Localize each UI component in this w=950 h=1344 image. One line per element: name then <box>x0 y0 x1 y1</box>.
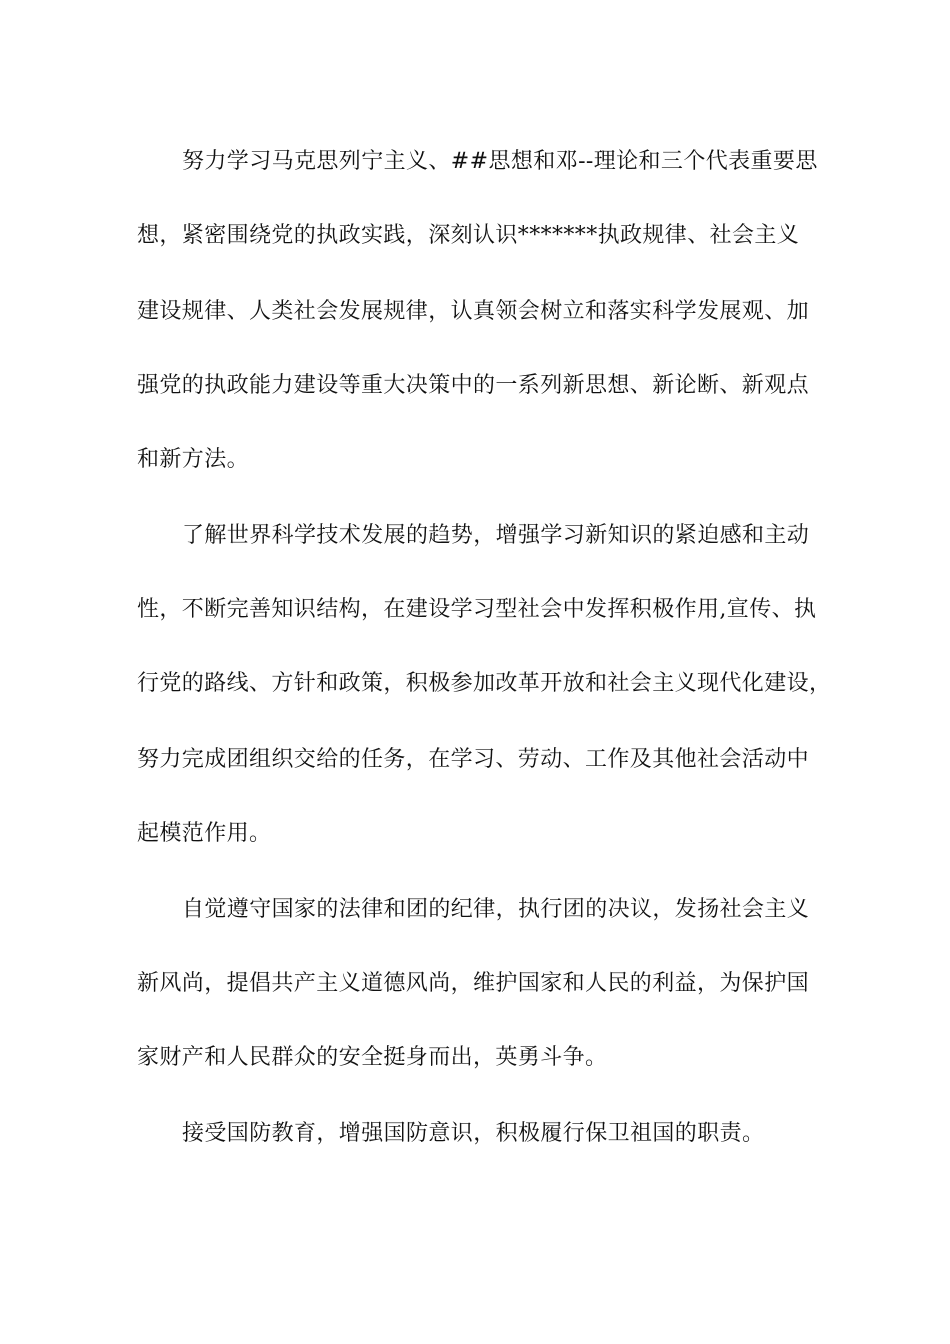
paragraph-2-line-5: 起模范作用。 <box>137 821 272 846</box>
paragraph-1-line-1: 努力学习马克思列宁主义、##思想和邓--理论和三个代表重要思 <box>182 149 818 174</box>
paragraph-1-line-2: 想，紧密围绕党的执政实践，深刻认识*******执政规律、社会主义 <box>137 223 800 248</box>
paragraph-2-line-1: 了解世界科学技术发展的趋势，增强学习新知识的紧迫感和主动 <box>182 523 810 548</box>
paragraph-1-line-4: 强党的执政能力建设等重大决策中的一系列新思想、新论断、新观点 <box>137 373 810 398</box>
paragraph-4-line-1: 接受国防教育，增强国防意识，积极履行保卫祖国的职责。 <box>182 1121 765 1146</box>
paragraph-2-line-3: 行党的路线、方针和政策，积极参加改革开放和社会主义现代化建设， <box>137 671 832 696</box>
paragraph-3-line-1: 自觉遵守国家的法律和团的纪律，执行团的决议，发扬社会主义 <box>182 897 810 922</box>
paragraph-2-line-4: 努力完成团组织交给的任务，在学习、劳动、工作及其他社会活动中 <box>137 747 810 772</box>
paragraph-3-line-3: 家财产和人民群众的安全挺身而出，英勇斗争。 <box>137 1045 608 1070</box>
paragraph-1-line-5: 和新方法。 <box>137 447 250 472</box>
paragraph-1-line-3: 建设规律、人类社会发展规律，认真领会树立和落实科学发展观、加 <box>137 299 810 324</box>
paragraph-2-line-2: 性，不断完善知识结构，在建设学习型社会中发挥积极作用,宣传、执 <box>137 597 817 622</box>
paragraph-3-line-2: 新风尚，提倡共产主义道德风尚，维护国家和人民的利益，为保护国 <box>137 971 810 996</box>
